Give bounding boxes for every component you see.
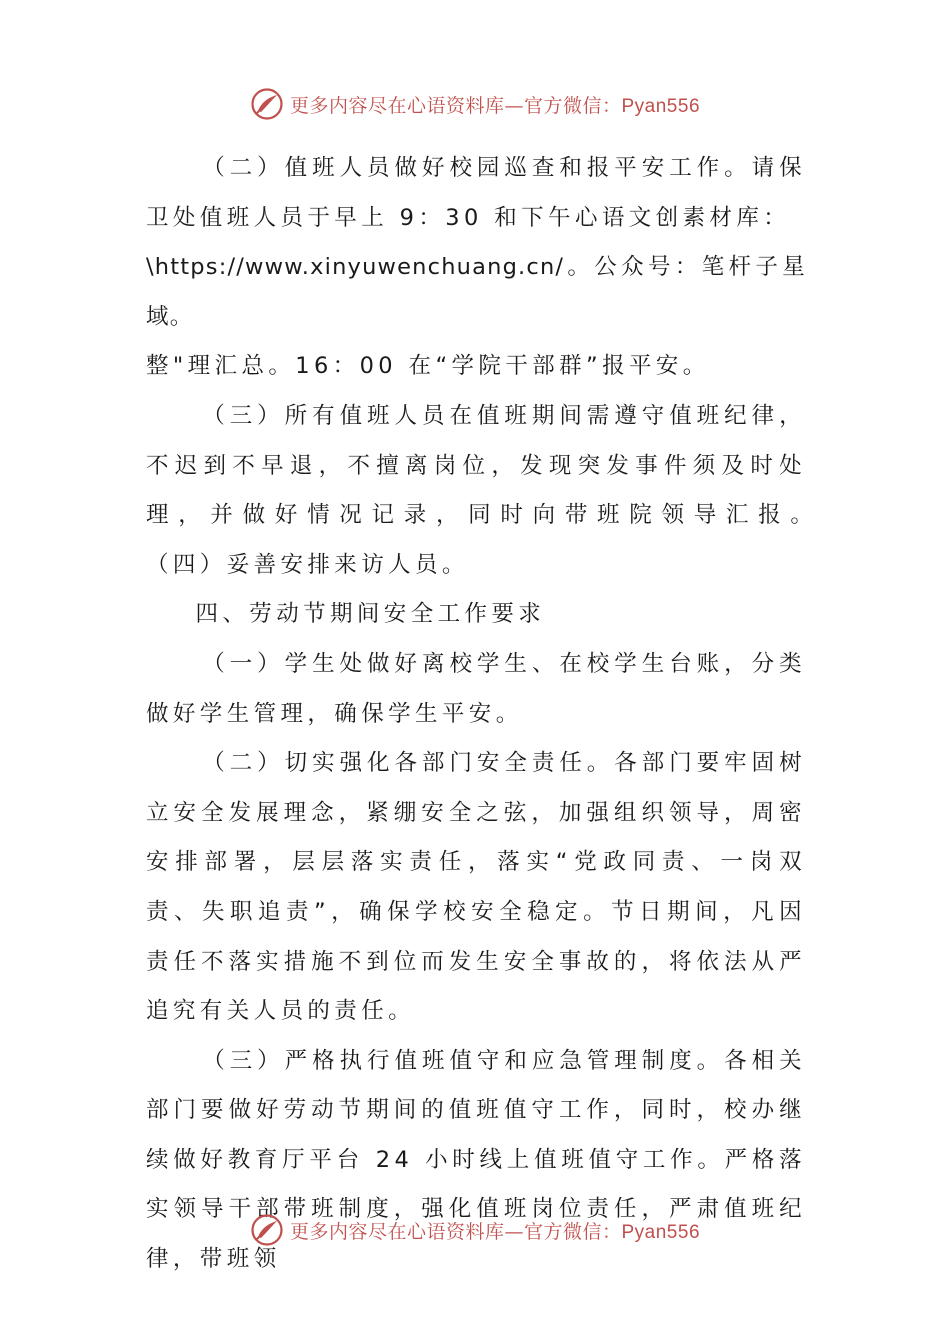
wechat-id: Pyan556 [621, 95, 701, 117]
paragraph-url-line: \https://www.xinyuwenchuang.cn/。公众号：笔杆子星域。 [146, 254, 806, 330]
paragraph-duty-emergency: （三）严格执行值班值守和应急管理制度。各相关部门要做好劳动节期间的值班值守工作，同时，校办继续做好教育厅平台 24 小时线上值班值守工作。严格落实领导干部带班制度，强化值班岗位责任，严肃值班纪律，带班领 [146, 1047, 806, 1273]
header-watermark-banner [0, 82, 950, 126]
paragraph-report-safety: 整"理汇总。16：00 在“学院干部群”报平安。 [146, 353, 710, 380]
section-heading-labor-day: 四、劳动节期间安全工作要求 [195, 601, 546, 628]
pen-circle-logo-icon [250, 1213, 284, 1247]
watermark-text: 更多内容尽在心语资料库—官方微信：Pyan556 [289, 94, 701, 117]
paragraph-safety-responsibility: （二）切实强化各部门安全责任。各部门要牢固树立安全发展理念，紧绷安全之弦，加强组织领导，周密安排部署，层层落实责任，落实“党政同责、一岗双责、失职追责”，确保学校安全稳定。节日期间，凡因责任不落实措施不到位而发生安全事故的，将依法从严追究有关人员的责任。 [146, 750, 806, 1025]
footer-watermark-banner [0, 1208, 950, 1252]
paragraph-duty-discipline: （三）所有值班人员在值班期间需遵守值班纪律，不迟到不早退，不擅离岗位，发现突发事件须及时处理，并做好情况记录，同时向带班院领导汇报。 （四）妥善安排来访人员。 [146, 402, 860, 578]
paragraph-duty-patrol: （二）值班人员做好校园巡查和报平安工作。请保卫处值班人员于早上 9：30 和下午心语文创素材库： [146, 155, 806, 231]
wechat-id: Pyan556 [621, 1221, 701, 1243]
watermark-text: 更多内容尽在心语资料库—官方微信：Pyan556 [289, 1220, 701, 1243]
paragraph-student-affairs: （一）学生处做好离校学生、在校学生台账，分类做好学生管理，确保学生平安。 [146, 650, 806, 727]
document-body [146, 144, 860, 1285]
pen-circle-logo-icon [250, 87, 284, 121]
